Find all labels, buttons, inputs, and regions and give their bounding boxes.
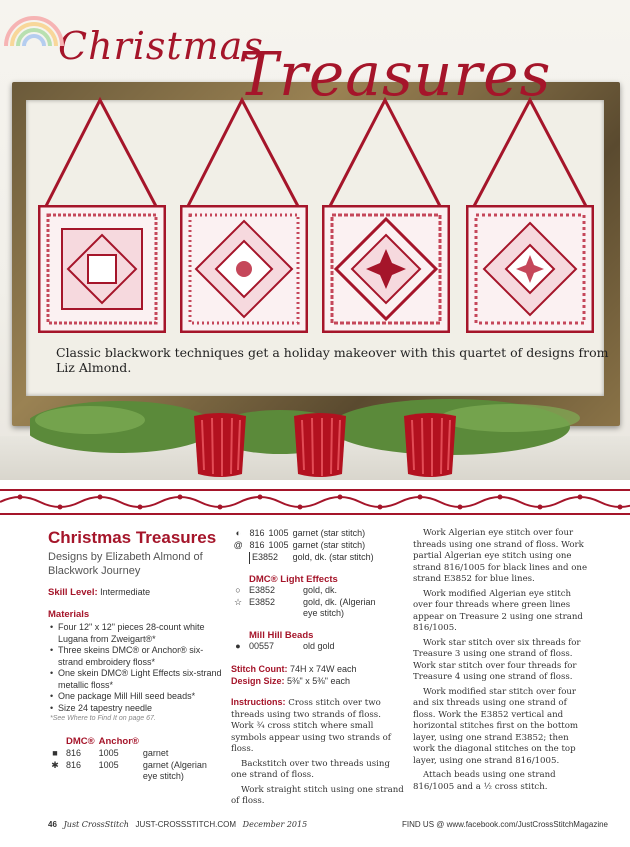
ornament-treasure-2 <box>180 205 308 333</box>
materials-list <box>48 622 228 714</box>
dmc-code: 816 <box>249 528 265 538</box>
stitch-count <box>231 663 406 675</box>
stitch-count-value: 74H x 74W each <box>290 664 357 674</box>
instructions-paragraph <box>231 697 406 756</box>
bead-code: 00557 <box>249 641 275 651</box>
dmc-header: DMC® <box>66 736 95 747</box>
list-item: • Size 24 tapestry needle <box>58 703 228 715</box>
skill-level-label: Skill Level: <box>48 587 98 598</box>
anchor-code: 1005 <box>98 760 119 770</box>
table-row <box>231 585 387 597</box>
instructions <box>231 697 406 808</box>
dmc-code: E3852 <box>249 585 276 595</box>
cross-stitch-border <box>0 488 630 516</box>
table-row <box>48 760 217 783</box>
color-name: gold, dk. (Algerian eye stitch) <box>303 597 376 618</box>
color-name: garnet (star stitch) <box>292 540 366 550</box>
floss-key-table-continued <box>231 528 378 564</box>
red-votive-3 <box>400 410 460 480</box>
beads-table <box>231 641 339 653</box>
rainbow-logo-icon <box>0 6 70 62</box>
star-icon: ☆ <box>233 597 243 607</box>
list-item: • One package Mill Hill seed beads* <box>58 691 228 703</box>
dmc-code: 816 <box>249 540 265 550</box>
anchor-code: 1005 <box>268 528 289 538</box>
page-footer <box>48 820 608 834</box>
page-number: 46 <box>48 820 57 829</box>
dmc-code: 816 <box>66 760 82 770</box>
light-effects-heading: DMC® Light Effects <box>249 574 338 585</box>
title-christmas: Christmas <box>58 24 264 68</box>
instructions-paragraph: Work Algerian eye stitch over four threads using one strand of floss. Work partial Algerian eye stitch using one strand 816/1005 for black lines and one strand E3852 for blue lines. <box>413 528 588 584</box>
instructions-paragraph: Attach beads using one strand 816/1005 and a ½ cross stitch. <box>413 770 556 792</box>
at-symbol-icon: @ <box>233 540 243 550</box>
instructions-paragraph: Backstitch over two threads using one strand of floss. <box>231 758 390 780</box>
red-votive-1 <box>190 410 250 480</box>
table-row <box>231 540 378 552</box>
color-name: garnet <box>142 748 169 758</box>
website-link[interactable]: JUST-CROSSSTITCH.COM <box>135 820 236 829</box>
stitch-count-label: Stitch Count: <box>231 664 288 674</box>
dmc-code: E3852 <box>249 597 276 607</box>
table-row <box>231 641 339 653</box>
dmc-code: 816 <box>66 748 82 758</box>
issue-date: December 2015 <box>242 820 308 829</box>
magazine-name: Just CrossStitch <box>63 820 129 829</box>
bead-name: old gold <box>303 641 335 651</box>
design-size <box>231 675 406 687</box>
materials-heading: Materials <box>48 609 90 620</box>
instructions-paragraph: Work modified star stitch over four and six threads using one strand of floss. Work the E3852 vertical and horizontal stitches first on the bottom layer, using one strand E3852; then work the diagonal stitches on the top layer, using one strand 816/1005. <box>413 686 579 766</box>
byline: Designs by Elizabeth Almond of Blackwork Journey <box>48 551 203 577</box>
red-votive-2 <box>290 410 350 480</box>
anchor-code: 1005 <box>268 540 289 550</box>
facebook-link[interactable]: FIND US @ www.facebook.com/JustCrossStitchMagazine <box>402 820 608 829</box>
materials-note: *See Where to Find It on page 67. <box>50 715 156 722</box>
asterisk-icon: ✱ <box>51 760 59 770</box>
color-name: gold, dk. <box>303 585 338 595</box>
ornament-treasure-3 <box>322 205 450 333</box>
title-treasures: Treasures <box>238 40 552 110</box>
skill-level-value: Intermediate <box>100 587 151 597</box>
table-row <box>48 748 217 760</box>
table-row <box>231 528 378 540</box>
instructions-text: Cross stitch over two threads using two strands of floss. Work ¾ cross stitch where small symbols appear using two strands of floss. <box>231 698 391 754</box>
floss-key-table <box>48 736 217 783</box>
photo-caption: Classic blackwork techniques get a holiday makeover with this quartet of designs from Liz Almond. <box>56 345 609 375</box>
filled-square-icon: ■ <box>52 748 58 758</box>
color-name: garnet (Algerian eye stitch) <box>142 760 207 781</box>
list-item: • One skein DMC® Light Effects six-strand metallic floss* <box>58 668 228 691</box>
design-size-label: Design Size: <box>231 676 285 686</box>
blank-symbol <box>231 552 250 564</box>
instructions-paragraph: Work star stitch over six threads for Treasure 3 using one strand of floss. Work star stitch over four threads for Treasure 4 using one strand of floss. <box>413 637 581 682</box>
filled-circle-icon: ● <box>235 641 241 651</box>
color-name: garnet (star stitch) <box>292 528 366 538</box>
half-circle-icon: ◐ <box>235 528 241 538</box>
open-circle-icon: ○ <box>235 585 241 595</box>
instructions-label: Instructions: <box>231 697 286 707</box>
column-2 <box>231 528 406 811</box>
ornament-treasure-1 <box>38 205 166 333</box>
design-size-value: 5⅜" x 5⅜" each <box>287 676 350 686</box>
anchor-code: 1005 <box>98 748 119 758</box>
table-row <box>231 597 387 620</box>
ornament-treasure-4 <box>466 205 594 333</box>
column-3 <box>413 528 588 796</box>
list-item: • Three skeins DMC® or Anchor® six-strand embroidery floss* <box>58 645 228 668</box>
beads-heading: Mill Hill Beads <box>249 630 314 641</box>
instructions-paragraph: Work straight stitch using one strand of floss. <box>231 784 404 806</box>
column-1 <box>48 528 228 783</box>
color-name: gold, dk. (star stitch) <box>292 552 374 562</box>
table-row <box>231 552 378 564</box>
skill-level <box>48 586 228 599</box>
article-title: Christmas Treasures <box>48 528 217 547</box>
light-effects-table <box>231 585 387 620</box>
dmc-code: E3852 <box>250 552 293 564</box>
instructions-paragraph: Work modified Algerian eye stitch over four threads where green lines appear on Treasure 2 using one strand 816/1005. <box>413 588 583 633</box>
list-item: • Four 12" x 12" pieces 28-count white Lugana from Zweigart®* <box>58 622 228 645</box>
anchor-header: Anchor® <box>98 736 139 747</box>
